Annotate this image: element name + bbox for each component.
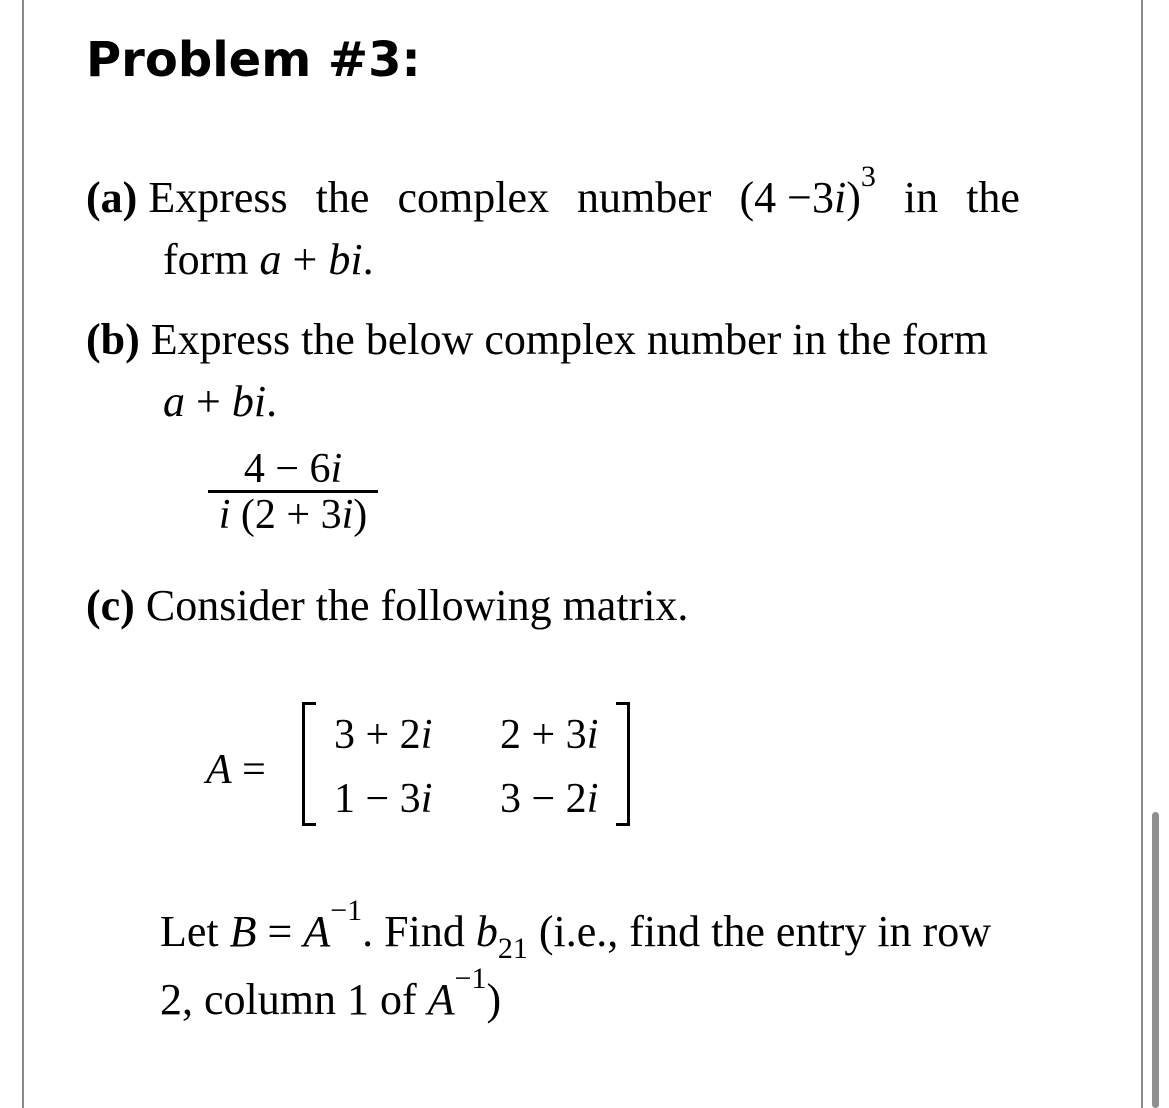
matrix-cell-r2c2: 3 − 2i bbox=[500, 776, 599, 822]
matrix-label: A = bbox=[206, 747, 266, 793]
word: Express bbox=[148, 173, 288, 222]
matrix-right-bracket bbox=[616, 702, 630, 826]
left-border bbox=[22, 0, 24, 1108]
matrix-left-bracket bbox=[302, 702, 316, 826]
complex-expression: $(4 -3i)^3$ bbox=[739, 160, 876, 222]
question-line1: Let $B = A^{-1}$. Find $b_{21}$ (i.e., find the entry in row bbox=[160, 894, 991, 965]
fraction-denominator: i (2 + 3i) bbox=[218, 492, 368, 538]
matrix-cell-r1c1: 3 + 2i bbox=[334, 712, 433, 758]
matrix-cell-r2c1: 1 − 3i bbox=[334, 776, 433, 822]
matrix-cell-r1c2: 2 + 3i bbox=[500, 712, 599, 758]
fraction-numerator: 4 − 6i bbox=[243, 446, 343, 492]
part-c-label: (c) bbox=[86, 581, 135, 630]
right-border bbox=[1141, 0, 1143, 1108]
part-b-line2: a + bi. bbox=[163, 377, 278, 426]
scrollbar-thumb[interactable] bbox=[1152, 812, 1159, 1108]
part-a-line2: form a + bi. bbox=[163, 235, 374, 284]
fraction bbox=[208, 446, 378, 538]
part-c bbox=[86, 581, 689, 630]
part-b-text: Express the below complex number in the form bbox=[150, 315, 988, 364]
part-c-intro: Consider the following matrix. bbox=[145, 581, 689, 630]
word: the bbox=[315, 173, 370, 222]
part-b-label: (b) bbox=[86, 315, 140, 364]
word: the bbox=[966, 173, 1020, 222]
word: number bbox=[577, 173, 712, 222]
word: in bbox=[903, 173, 939, 222]
question-line2: 2, column 1 of $A^{-1}$) bbox=[160, 962, 502, 1024]
part-a-label: (a) bbox=[86, 173, 138, 222]
word: complex bbox=[397, 173, 549, 222]
problem-title: Problem #3: bbox=[86, 32, 421, 88]
part-a bbox=[86, 160, 1020, 222]
part-b bbox=[86, 315, 1096, 364]
